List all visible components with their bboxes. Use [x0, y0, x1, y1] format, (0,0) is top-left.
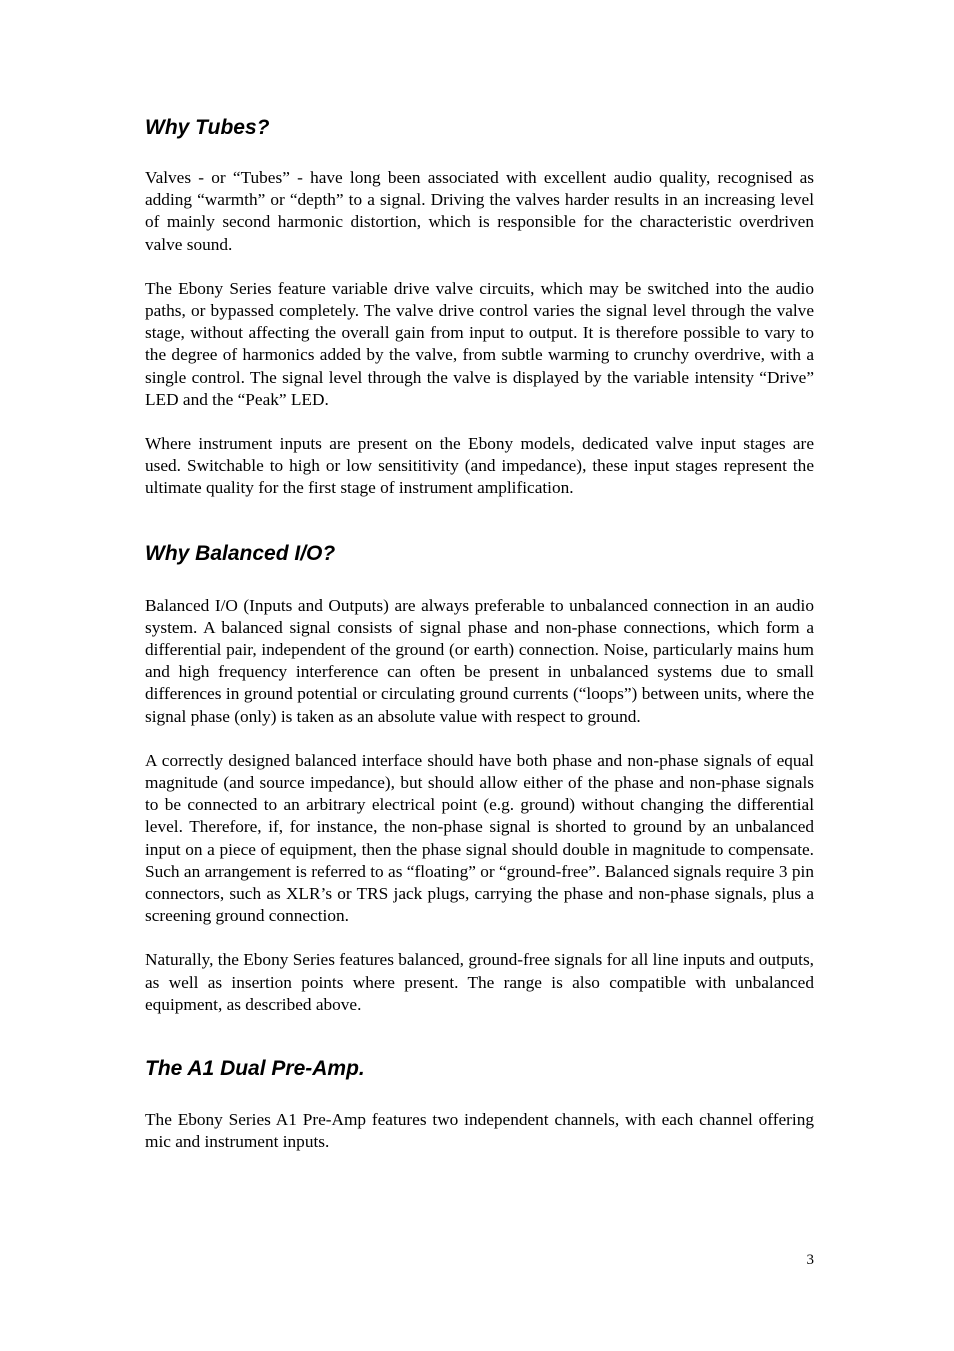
paragraph-tubes-1: Valves - or “Tubes” - have long been associated with excellent audio quality, recognised as adding “warmth” or “depth” to a signal. Driving the valves harder results in an increasing level of mainly second harmonic distortion, which is responsible for the characteristic overdriven valve sound.: [145, 168, 814, 254]
document-page: [145, 0, 814, 1154]
paragraph-balanced-2: A correctly designed balanced interface should have both phase and non-phase signals of equal magnitude (and source impedance), but should allow either of the phase and non-phase signals to be connected to an arbitrary electrical point (e.g. ground) without changing the differential level. Therefore, if, for instance, the non-phase signal is shorted to ground by an unbalanced input on a piece of equipment, then the phase signal should double in magnitude to compensate. Such an arrangement is referred to as “floating” or “ground-free”. Balanced signals require 3 pin connectors, such as XLR’s or TRS jack plugs, carrying the phase and non-phase signals, plus a screening ground connection.: [145, 750, 814, 926]
section-heading-why-balanced: Why Balanced I/O?: [145, 541, 336, 565]
paragraph-a1-1: The Ebony Series A1 Pre-Amp features two independent channels, with each channel offering mic and instrument inputs.: [145, 1110, 814, 1152]
paragraph-tubes-3: Where instrument inputs are present on the Ebony models, dedicated valve input stages are used. Switchable to high or low sensititivity (and impedance), these input stages represent the ultimate quality for the first stage of instrument amplification.: [145, 434, 814, 498]
paragraph-balanced-1: Balanced I/O (Inputs and Outputs) are always preferable to unbalanced connection in an audio system. A balanced signal consists of signal phase and non-phase connections, which form a differential pair, independent of the ground (or earth) connection. Noise, particularly mains hum and high frequency interference can often be present in unbalanced systems due to small differences in ground potential or circulating ground currents (“loops”) between units, where the signal phase (only) is taken as an absolute value with respect to ground.: [145, 595, 814, 726]
page-number: 3: [806, 1252, 814, 1268]
paragraph-tubes-2: The Ebony Series feature variable drive valve circuits, which may be switched into the audio paths, or bypassed completely. The valve drive control varies the signal level through the valve stage, without affecting the overall gain from input to output. It is therefore possible to vary to the degree of harmonics added by the valve, from subtle warming to crunchy overdrive, with a single control. The signal level through the valve is displayed by the variable intensity “Drive” LED and the “Peak” LED.: [145, 278, 814, 409]
section-heading-why-tubes: Why Tubes?: [145, 116, 270, 139]
section-heading-a1-preamp: The A1 Dual Pre-Amp.: [145, 1057, 365, 1081]
paragraph-balanced-3: Naturally, the Ebony Series features balanced, ground-free signals for all line inputs and outputs, as well as insertion points where present. The range is also compatible with unbalanced equipment, as described above.: [145, 950, 814, 1014]
